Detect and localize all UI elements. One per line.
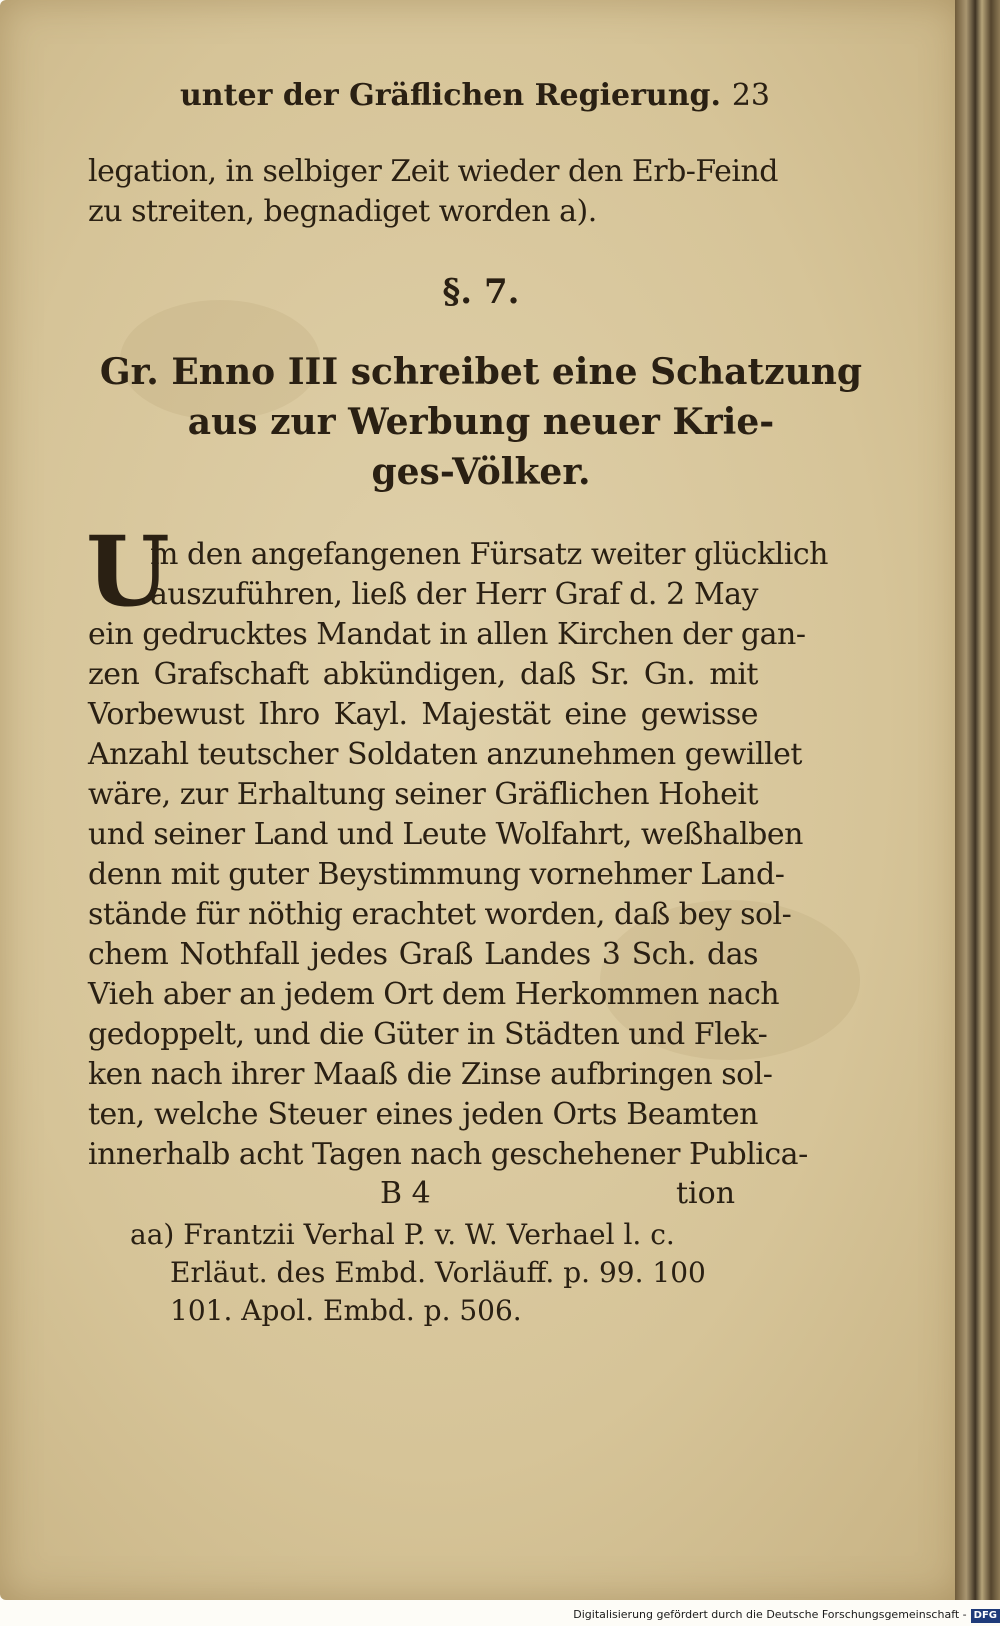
- footnote-line: 101. Apol. Embd. p. 506.: [170, 1294, 522, 1327]
- body-line: und seiner Land und Leute Wolfahrt, weßhalben: [88, 817, 803, 852]
- page-edge: [955, 0, 1000, 1600]
- body-line: wäre, zur Erhaltung seiner Gräflichen Hoheit: [88, 777, 759, 812]
- chapter-heading-line: aus zur Werbung neuer Krie-: [187, 401, 775, 443]
- section-number: §. 7.: [442, 272, 520, 312]
- body-line: gedoppelt, und die Güter in Städten und Flek-: [88, 1017, 768, 1052]
- body-line: m den angefangenen Fürsatz weiter glücklich: [150, 537, 828, 572]
- dfg-logo: DFG: [971, 1609, 1000, 1623]
- running-header: [180, 78, 770, 122]
- body-line: ken nach ihrer Maaß die Zinse aufbringen sol-: [88, 1057, 773, 1092]
- body-line: innerhalb acht Tagen nach geschehener Publica-: [88, 1137, 808, 1172]
- digitization-credit: [560, 1604, 1000, 1626]
- body-line: chem Nothfall jedes Graß Landes 3 Sch. das: [88, 937, 758, 972]
- footnote-line: Erläut. des Embd. Vorläuff. p. 99. 100: [170, 1256, 706, 1289]
- body-line: zen Grafschaft abkündigen, daß Sr. Gn. mit: [88, 657, 758, 692]
- body-line: stände für nöthig erachtet worden, daß bey sol-: [88, 897, 792, 932]
- catchword: tion: [676, 1176, 736, 1211]
- body-line: denn mit guter Beystimmung vornehmer Land-: [88, 857, 785, 892]
- chapter-heading-line: ges-Völker.: [371, 451, 591, 493]
- text-line: legation, in selbiger Zeit wieder den Erb-Feind: [88, 154, 778, 189]
- body-line: ten, welche Steuer eines jeden Orts Beamten: [88, 1097, 758, 1132]
- digitization-note: Digitalisierung gefördert durch die Deutsche Forschungsgemeinschaft -: [573, 1608, 967, 1621]
- body-line: Vieh aber an jedem Ort dem Herkommen nach: [88, 977, 780, 1012]
- body-line: ein gedrucktes Mandat in allen Kirchen der gan-: [88, 617, 806, 652]
- signature-mark: B 4: [380, 1176, 431, 1211]
- drop-capital: U: [86, 515, 170, 628]
- header-title: unter der Gräflichen Regierung.: [180, 78, 721, 113]
- page-number: 23: [731, 78, 770, 113]
- chapter-heading-line: Gr. Enno III schreibet eine Schatzung: [99, 351, 863, 393]
- footnote-line: aa) Frantzii Verhal P. v. W. Verhael l. c.: [130, 1218, 675, 1251]
- body-line: auszuführen, ließ der Herr Graf d. 2 May: [150, 577, 758, 612]
- body-line: Anzahl teutscher Soldaten anzunehmen gewillet: [88, 737, 802, 772]
- body-line: Vorbewust Ihro Kayl. Majestät eine gewisse: [88, 697, 758, 732]
- text-line: zu streiten, begnadiget worden a).: [88, 194, 597, 229]
